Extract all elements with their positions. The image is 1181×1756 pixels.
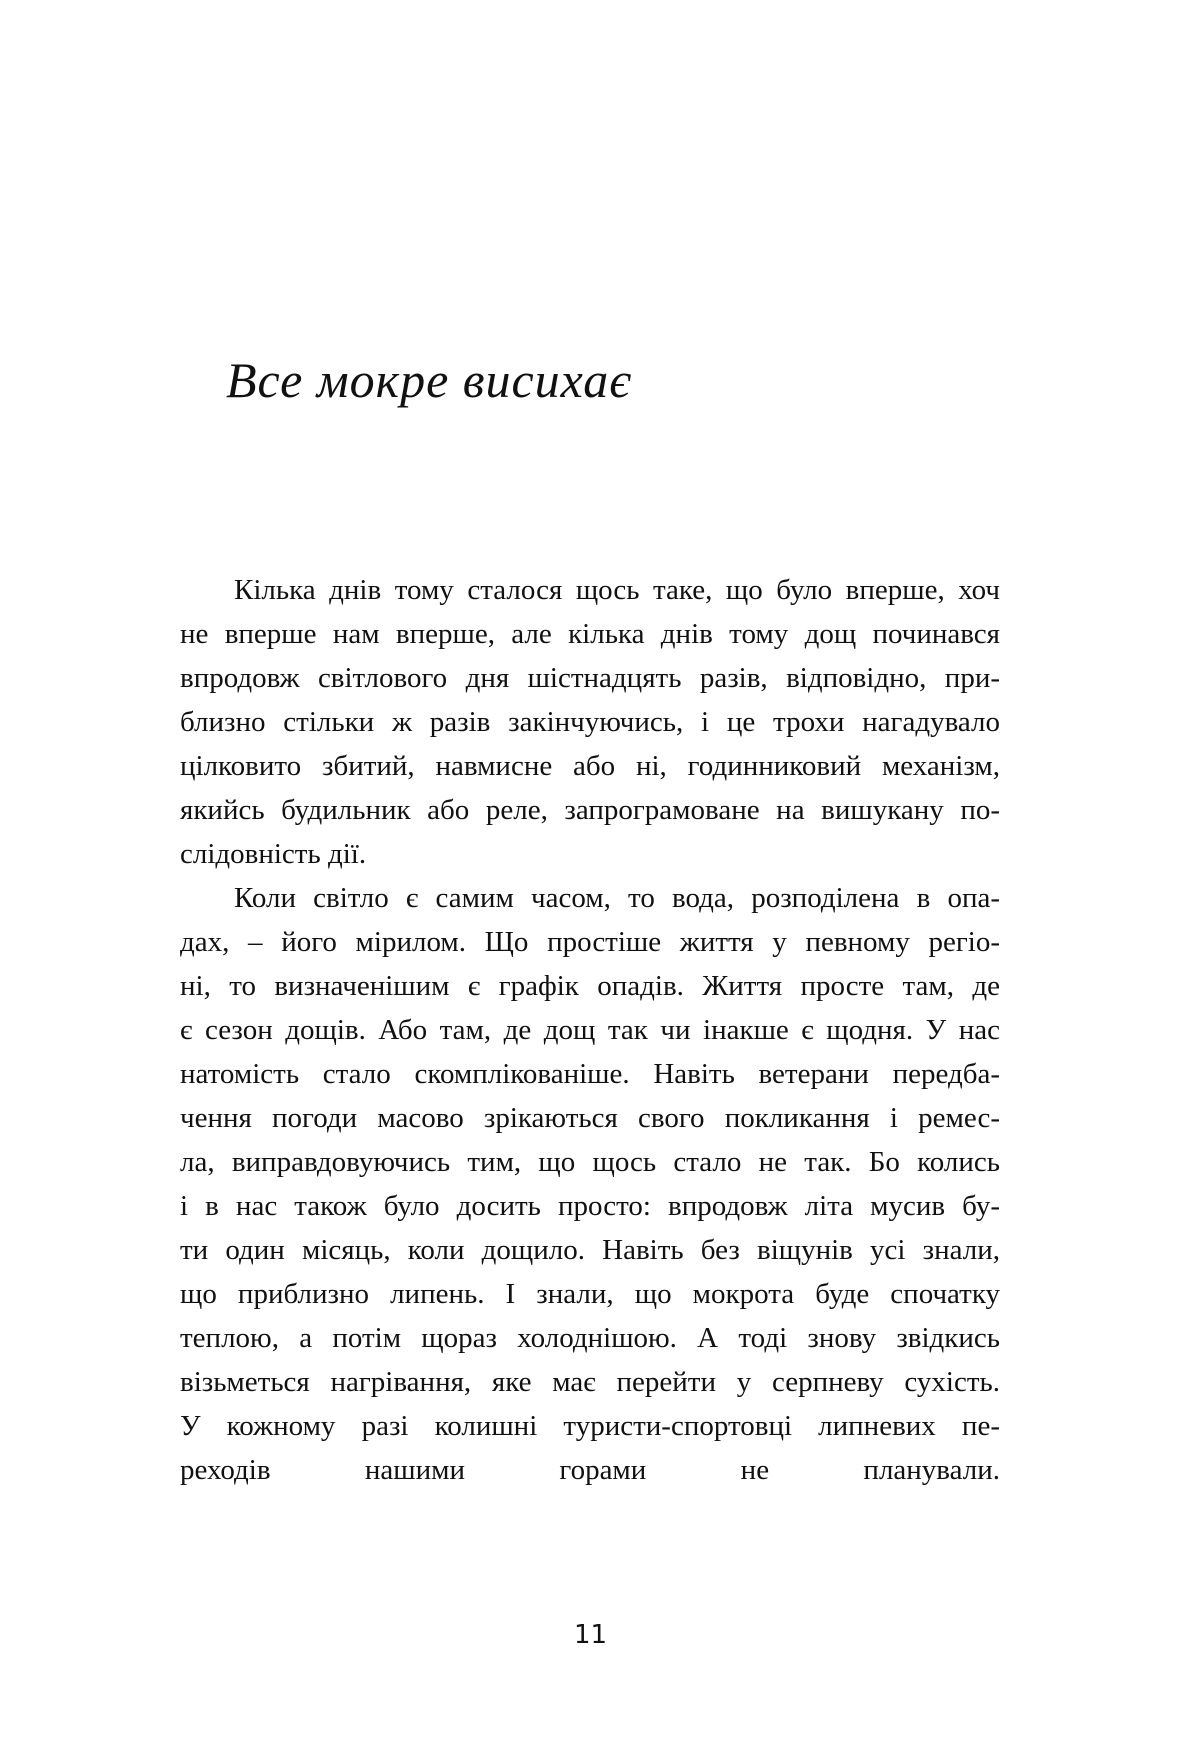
text-line: Коли світло є самим часом, то вода, розподілена в опа-: [234, 882, 1000, 914]
text-line: чення погоди масово зрікаються свого покликання і ремес-: [180, 1102, 1000, 1134]
text-line: візьметься нагрівання, яке має перейти у серпневу сухість.: [180, 1366, 1000, 1398]
text-line: якийсь будильник або реле, запрограмоване на вишукану по-: [180, 794, 1000, 826]
body-text: [180, 568, 1000, 1536]
paragraph-2: [180, 876, 1000, 1536]
paragraph-1: [180, 568, 1000, 876]
text-line: і в нас також було досить просто: впродовж літа мусив бу-: [180, 1190, 1000, 1222]
text-line: цілковито збитий, навмисне або ні, годинниковий механізм,: [180, 750, 1000, 782]
text-line: є сезон дощів. Або там, де дощ так чи інакше є щодня. У нас: [180, 1014, 1000, 1046]
text-line: теплою, а потім щораз холоднішою. А тоді знову звідкись: [180, 1322, 1000, 1354]
text-line: близно стільки ж разів закінчуючись, і це трохи нагадувало: [180, 706, 1000, 738]
text-line: що приблизно липень. І знали, що мокрота буде спочатку: [180, 1278, 1000, 1310]
text-line: дах, – його мірилом. Що простіше життя у певному регіо-: [180, 926, 1000, 958]
text-line: ти один місяць, коли дощило. Навіть без віщунів усі знали,: [180, 1234, 1000, 1266]
text-line: впродовж світлового дня шістнадцять разів, відповідно, при-: [180, 662, 1000, 694]
text-line: не вперше нам вперше, але кілька днів тому дощ починався: [180, 618, 1000, 650]
chapter-title: Все мокре висихає: [226, 352, 632, 408]
text-line: ла, виправдовуючись тим, що щось стало не так. Бо колись: [180, 1146, 1000, 1178]
text-line: У кожному разі колишні туристи-спортовці липневих пе-: [180, 1410, 1000, 1442]
text-line: Кілька днів тому сталося щось таке, що було вперше, хоч: [234, 574, 1000, 606]
text-line: [180, 1492, 1000, 1536]
text-line: натомість стало скомплікованіше. Навіть ветерани передба-: [180, 1058, 1000, 1090]
text-line: реходів нашими горами не планували.: [180, 1454, 1000, 1486]
text-line: ні, то визначенішим є графік опадів. Життя просте там, де: [180, 970, 1000, 1002]
text-line: слідовність дії.: [180, 838, 367, 870]
page-number: 11: [573, 1620, 608, 1650]
